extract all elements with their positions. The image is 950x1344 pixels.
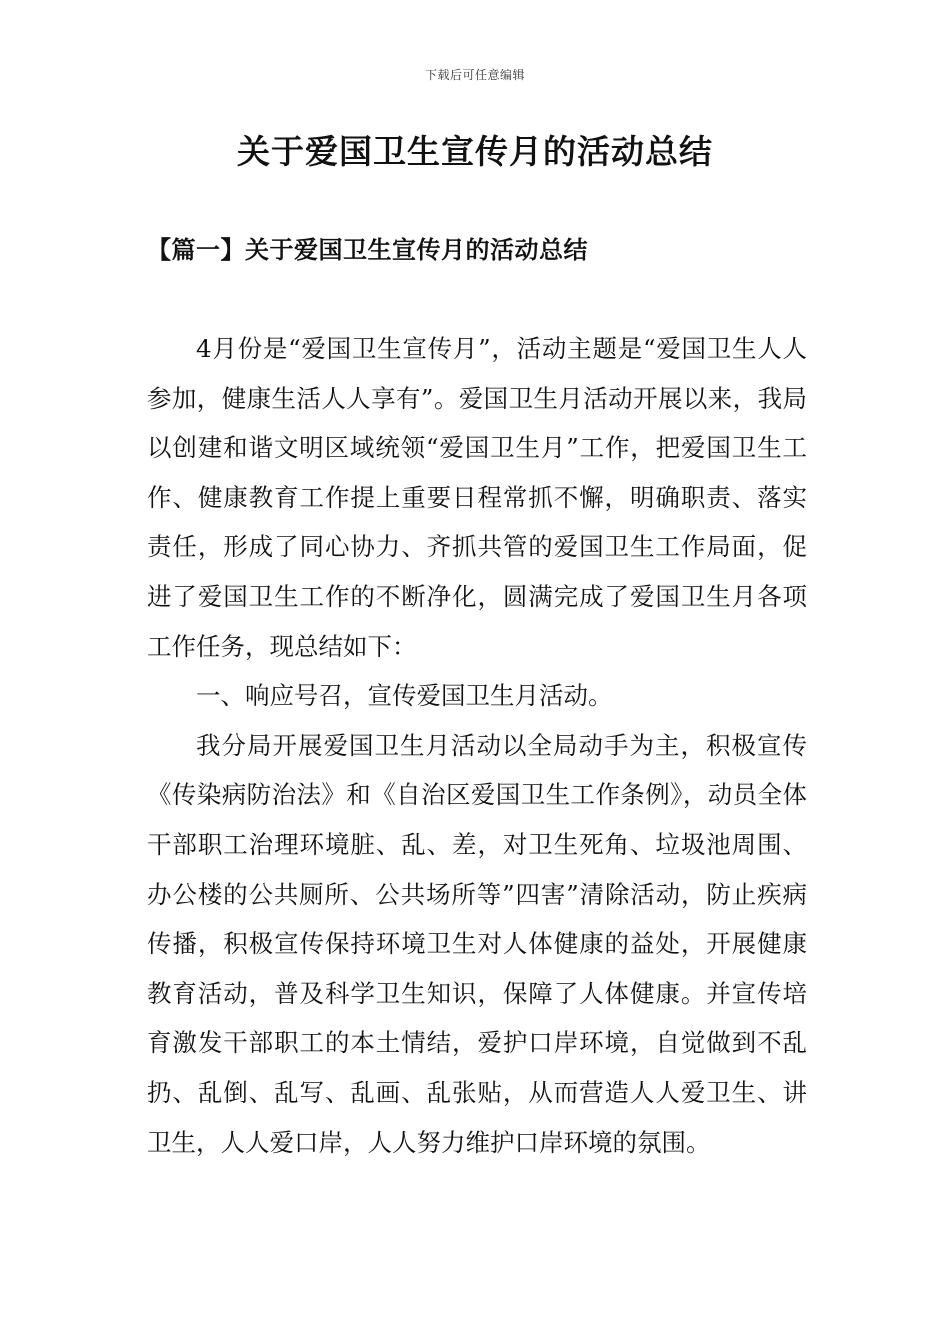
paragraph-publicity: 我分局开展爱国卫生月活动以全局动手为主，积极宣传《传染病防治法》和《自治区爱国卫生工作条例》，动员全体干部职工治理环境脏、乱、差，对卫生死角、垃圾池周围、办公楼的公共厕所、公共场所等”四害”清除活动，防止疾病传播，积极宣传保持环境卫生对人体健康的益处，开展健康教育活动，普及科学卫生知识，保障了人体健康。并宣传培育激发干部职工的本土情结，爱护口岸环境，自觉做到不乱扔、乱倒、乱写、乱画、乱张贴，从而营造人人爱卫生、讲卫生，人人爱口岸，人人努力维护口岸环境的氛围。 <box>147 730 807 1157</box>
section-heading: 【篇一】关于爱国卫生宣传月的活动总结 <box>147 235 588 264</box>
document-body <box>147 324 807 1167</box>
paragraph-subheading-one: 一、响应号召，宣传爱国卫生月活动。 <box>196 681 613 711</box>
document-title: 关于爱国卫生宣传月的活动总结 <box>237 132 713 171</box>
header-note: 下载后可任意编辑 <box>424 68 525 82</box>
paragraph-intro: 4月份是“爱国卫生宣传月”，活动主题是“爱国卫生人人参加，健康生活人人享有”。爱国卫生月活动开展以来，我局以创建和谐文明区域统领“爱国卫生月”工作，把爱国卫生工作、健康教育工作提上重要日程常抓不懈，明确职责、落实责任，形成了同心协力、齐抓共管的爱国卫生工作局面，促进了爱国卫生工作的不断净化，圆满完成了爱国卫生月各项工作任务，现总结如下： <box>147 334 807 661</box>
